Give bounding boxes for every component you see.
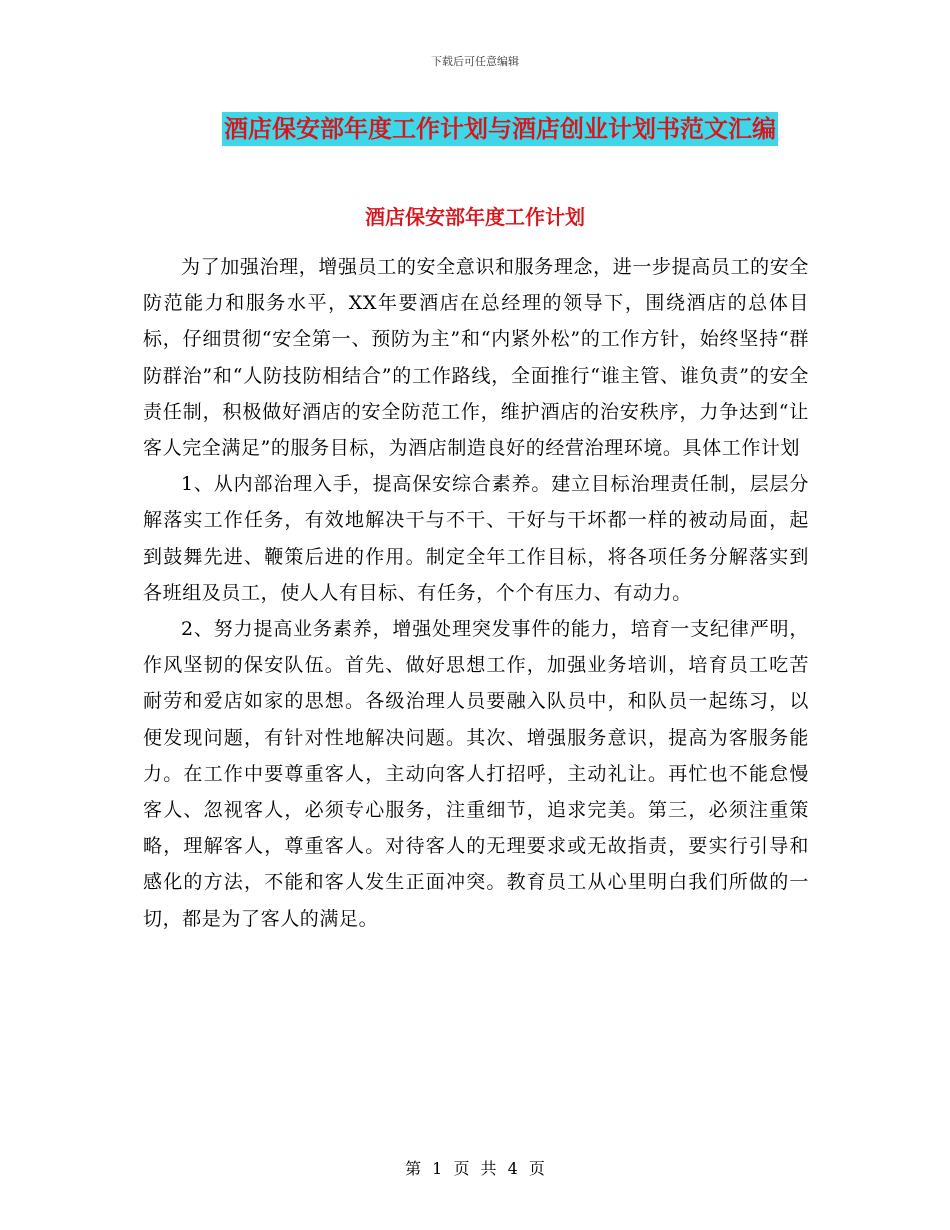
section-title: 酒店保安部年度工作计划: [365, 205, 585, 229]
document-body: [143, 249, 809, 937]
paragraph-intro: 为了加强治理，增强员工的安全意识和服务理念，进一步提高员工的安全防范能力和服务水平，XX年要酒店在总经理的领导下，围绕酒店的总体目标，仔细贯彻“安全第一、预防为主”和“内紧外松”的工作方针，始终坚持“群防群治”和“人防技防相结合”的工作路线，全面推行“谁主管、谁负责”的安全责任制，积极做好酒店的安全防范工作，维护酒店的治安秩序，力争达到“让客人完全满足”的服务目标，为酒店制造良好的经营治理环境。具体工作计划: [143, 256, 809, 460]
main-title-container: [0, 112, 950, 146]
page-header-note: 下载后可任意编辑: [431, 55, 519, 68]
paragraph-item-1: 1、从内部治理入手，提高保安综合素养。建立目标治理责任制，层层分解落实工作任务，有效地解决干与不干、干好与干坏都一样的被动局面，起到鼓舞先进、鞭策后进的作用。制定全年工作目标，将各项任务分解落实到各班组及员工，使人人有目标、有任务，个个有压力、有动力。: [143, 473, 809, 604]
paragraph-item-2: 2、努力提高业务素养，增强处理突发事件的能力，培育一支纪律严明，作风坚韧的保安队伍。首先、做好思想工作，加强业务培训，培育员工吃苦耐劳和爱店如家的思想。各级治理人员要融入队员中，和队员一起练习，以便发现问题，有针对性地解决问题。其次、增强服务意识，提高为客服务能力。在工作中要尊重客人，主动向客人打招呼，主动礼让。再忙也不能怠慢客人、忽视客人，必须专心服务，注重细节，追求完美。第三，必须注重策略，理解客人，尊重客人。对待客人的无理要求或无故指责，要实行引导和感化的方法，不能和客人发生正面冲突。教育员工从心里明白我们所做的一切，都是为了客人的满足。: [143, 618, 809, 930]
page-footer: 第 1 页 共 4 页: [405, 1159, 545, 1178]
document-title: 酒店保安部年度工作计划与酒店创业计划书范文汇编: [222, 112, 778, 146]
